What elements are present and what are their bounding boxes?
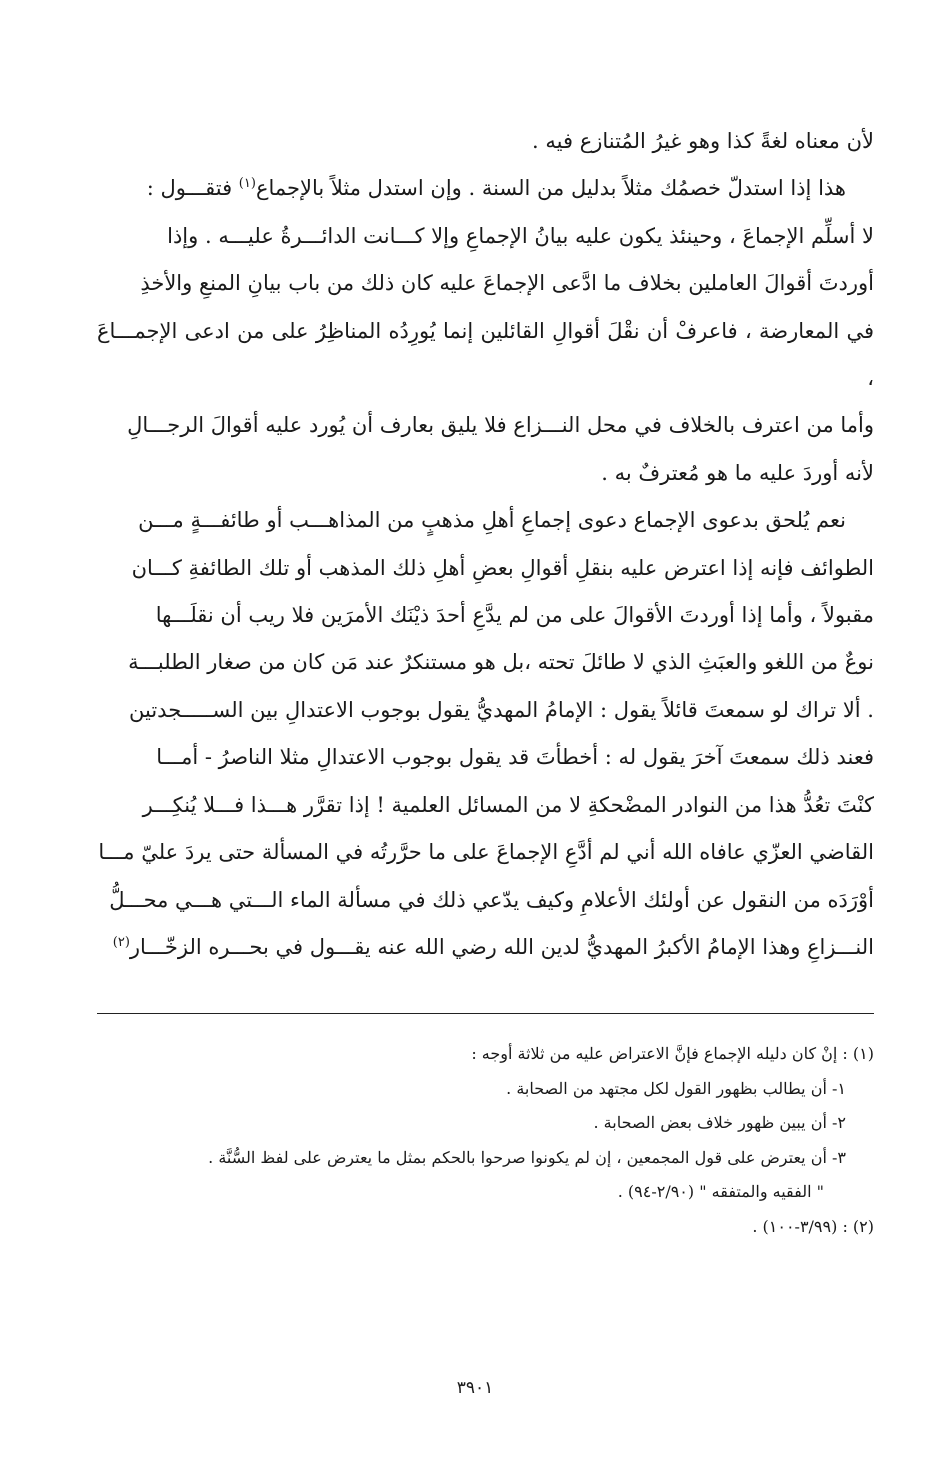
text-segment: هذا إذا استدلّ خصمُك مثلاً بدليل من السنة . وإن استدل مثلاً بالإجماع	[255, 176, 846, 201]
text-line: أوردتَ أقوالَ العاملين بخلاف ما ادَّعى الإجماعَ عليه كان ذلك من باب بيانِ المنعِ والأخذِ	[140, 271, 874, 296]
footnotes	[97, 1037, 874, 1245]
text-line: مقبولاً ، وأما إذا أوردتَ الأقوالَ على من لم يدَّعِ أحدَ ذيْنَك الأمرَين فلا ريب أن نقلَـــها	[155, 603, 874, 628]
text-line: نعم يُلحق بدعوى الإجماع دعوى إجماعِ أهلِ مذهبٍ من المذاهـــب أو طائفـــةٍ مـــن	[138, 508, 846, 533]
text-line: فعند ذلك سمعتَ آخرَ يقول له : أخطأتَ قد يقول بوجوب الاعتدالِ مثلا الناصرُ - أمـــا	[156, 745, 874, 770]
footnote-1-item: ٢- أن يبين ظهور خلاف بعض الصحابة .	[593, 1113, 846, 1133]
page-number: ٣٩٠١	[456, 1378, 494, 1398]
footnote-1: (١) : إنْ كان دليله الإجماع فإنَّ الاعتراض عليه من ثلاثة أوجه :	[471, 1044, 874, 1063]
text-segment: النـــزاعِ وهذا الإمامُ الأكبرُ المهديُّ لدين الله رضي الله عنه يقـــول في بحـــره الزخّـــار	[129, 934, 874, 959]
text-line: القاضي العزّي عافاه الله أني لم أدَّعِ الإجماعَ على ما حرَّرتُه في المسألة حتى يردَ عليّ مـــا	[98, 840, 874, 865]
footnote-1-source: " الفقيه والمتفقه " (٢/٩٠-٩٤) .	[617, 1182, 824, 1202]
text-line: في المعارضة ، فاعرفْ أن نقْلَ أقوالِ القائلين إنما يُورِدُه المناظِرُ على من ادعى الإجمـــاعَ ،	[97, 318, 874, 391]
text-line: لأن معناه لغةً كذا وهو غيرُ المُتنازع فيه .	[532, 129, 874, 153]
text-line: أوْرَدَه من النقول عن أولئك الأعلامِ وكيف يدّعي ذلك في مسألة الماء الـــتي هـــي محـــلُّ	[109, 887, 874, 912]
text-line: كنْتَ تعُدُّ هذا من النوادر المضْحكةِ لا من المسائل العلمية ! إذا تقرَّر هـــذا فـــلا يُنكِـــر	[142, 792, 874, 817]
footnote-1-item: ٣- أن يعترض على قول المجمعين ، إن لم يكونوا صرحوا بالحكم بمثل ما يعترض على لفظ السُّنَّة .	[208, 1147, 846, 1167]
text-line: الطوائف فإنه إذا اعترض عليه بنقلِ أقوالِ بعضِ أهلِ ذلك المذهب أو تلك الطائفةِ كـــان	[131, 555, 874, 580]
text-segment: فتقـــول :	[146, 176, 233, 201]
text-line: نوعٌ من اللغو والعبَثِ الذي لا طائلَ تحته ،بل هو مستنكرٌ عند مَن كان من صغار الطلبـــة	[128, 650, 874, 675]
text-line	[97, 924, 874, 971]
text-line: لأنه أوردَ عليه ما هو مُعترفٌ به .	[601, 460, 874, 485]
footnote-divider	[97, 1013, 874, 1014]
footnote-2: (٢) : (٣/٩٩-١٠٠) .	[752, 1216, 874, 1236]
footnote-mark[interactable]: (١)	[238, 176, 256, 192]
text-line: وأما من اعترف بالخلاف في محل النـــزاع فلا يليق بعارف أن يُورد عليه أقوالَ الرجـــالِ	[127, 413, 874, 438]
text-line: لا أسلِّم الإجماعَ ، وحينئذ يكون عليه بيانُ الإجماعِ وإلا كـــانت الدائـــرةُ عليـــه . وإذا	[167, 223, 874, 248]
text-line: . ألا تراك لو سمعتَ قائلاً يقول : الإمامُ المهديُّ يقول بوجوب الاعتدالِ بين الســـــجدتين	[129, 697, 874, 722]
main-text	[97, 118, 874, 971]
footnote-mark[interactable]: (٢)	[112, 934, 130, 950]
text-line	[97, 165, 874, 212]
footnote-1-item: ١- أن يطالب بظهور القول لكل مجتهد من الصحابة .	[506, 1078, 846, 1098]
